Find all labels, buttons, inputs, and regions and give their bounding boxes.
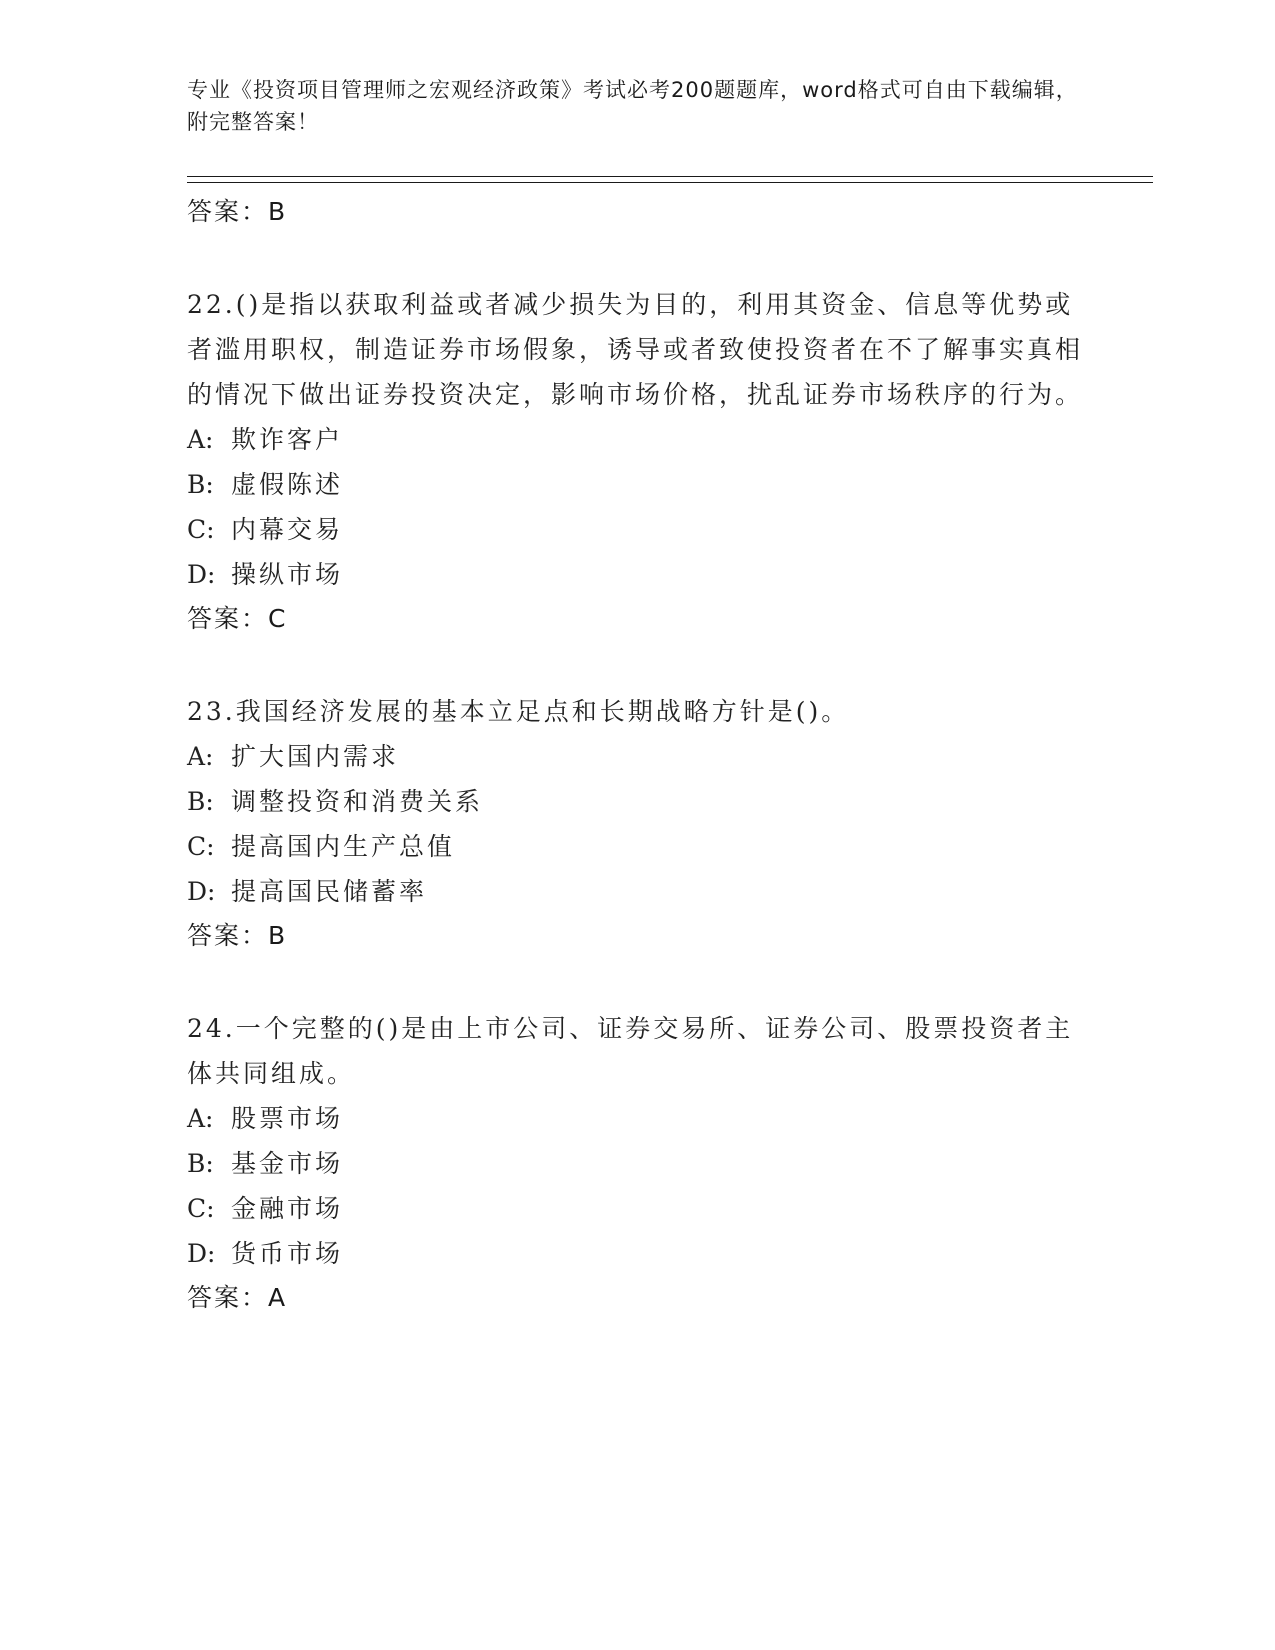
option-d xyxy=(187,1231,1087,1276)
option-key: A: xyxy=(187,1104,214,1133)
option-key: C: xyxy=(187,832,215,861)
option-text: 扩大国内需求 xyxy=(231,742,400,771)
option-key: B: xyxy=(187,1149,214,1178)
answer-line: 答案：C xyxy=(187,604,288,633)
option-key: B: xyxy=(187,470,214,499)
page-header: 专业《投资项目管理师之宏观经济政策》考试必考200题题库，word格式可自由下载编辑，附完整答案！ xyxy=(187,78,1078,134)
previous-answer: 答案：B xyxy=(187,197,288,226)
question-23 xyxy=(187,689,1087,958)
option-key: B: xyxy=(187,787,214,816)
document-body xyxy=(187,190,1087,1320)
option-text: 提高国内生产总值 xyxy=(231,832,456,861)
option-b xyxy=(187,462,1087,507)
option-b xyxy=(187,1141,1087,1186)
question-text: 23.我国经济发展的基本立足点和长期战略方针是()。 xyxy=(187,697,850,726)
option-text: 股票市场 xyxy=(231,1104,344,1133)
option-key: C: xyxy=(187,1194,215,1223)
option-text: 金融市场 xyxy=(231,1194,344,1223)
option-d xyxy=(187,552,1087,597)
option-c xyxy=(187,824,1087,869)
option-text: 货币市场 xyxy=(231,1239,344,1268)
option-text: 提高国民储蓄率 xyxy=(231,877,428,906)
option-text: 调整投资和消费关系 xyxy=(231,787,484,816)
option-key: C: xyxy=(187,515,215,544)
option-c xyxy=(187,507,1087,552)
option-key: D: xyxy=(187,877,216,906)
option-key: A: xyxy=(187,742,214,771)
option-key: A: xyxy=(187,425,214,454)
option-a xyxy=(187,417,1087,462)
option-d xyxy=(187,869,1087,914)
option-key: D: xyxy=(187,560,216,589)
option-c xyxy=(187,1186,1087,1231)
question-24 xyxy=(187,1006,1087,1320)
option-key: D: xyxy=(187,1239,216,1268)
answer-line: 答案：B xyxy=(187,921,288,950)
answer-line: 答案：A xyxy=(187,1283,288,1312)
question-text: 22.()是指以获取利益或者减少损失为目的，利用其资金、信息等优势或者滥用职权，制造证券市场假象，诱导或者致使投资者在不了解事实真相的情况下做出证券投资决定，影响市场价格，扰乱证券市场秩序的行为。 xyxy=(187,290,1084,409)
option-text: 欺诈客户 xyxy=(231,425,344,454)
question-22 xyxy=(187,282,1087,641)
option-a xyxy=(187,734,1087,779)
option-text: 操纵市场 xyxy=(231,560,344,589)
option-a xyxy=(187,1096,1087,1141)
option-text: 虚假陈述 xyxy=(231,470,344,499)
header-divider xyxy=(187,176,1153,183)
option-b xyxy=(187,779,1087,824)
option-text: 内幕交易 xyxy=(231,515,344,544)
option-text: 基金市场 xyxy=(231,1149,344,1178)
question-text: 24.一个完整的()是由上市公司、证券交易所、证券公司、股票投资者主体共同组成。 xyxy=(187,1014,1074,1088)
